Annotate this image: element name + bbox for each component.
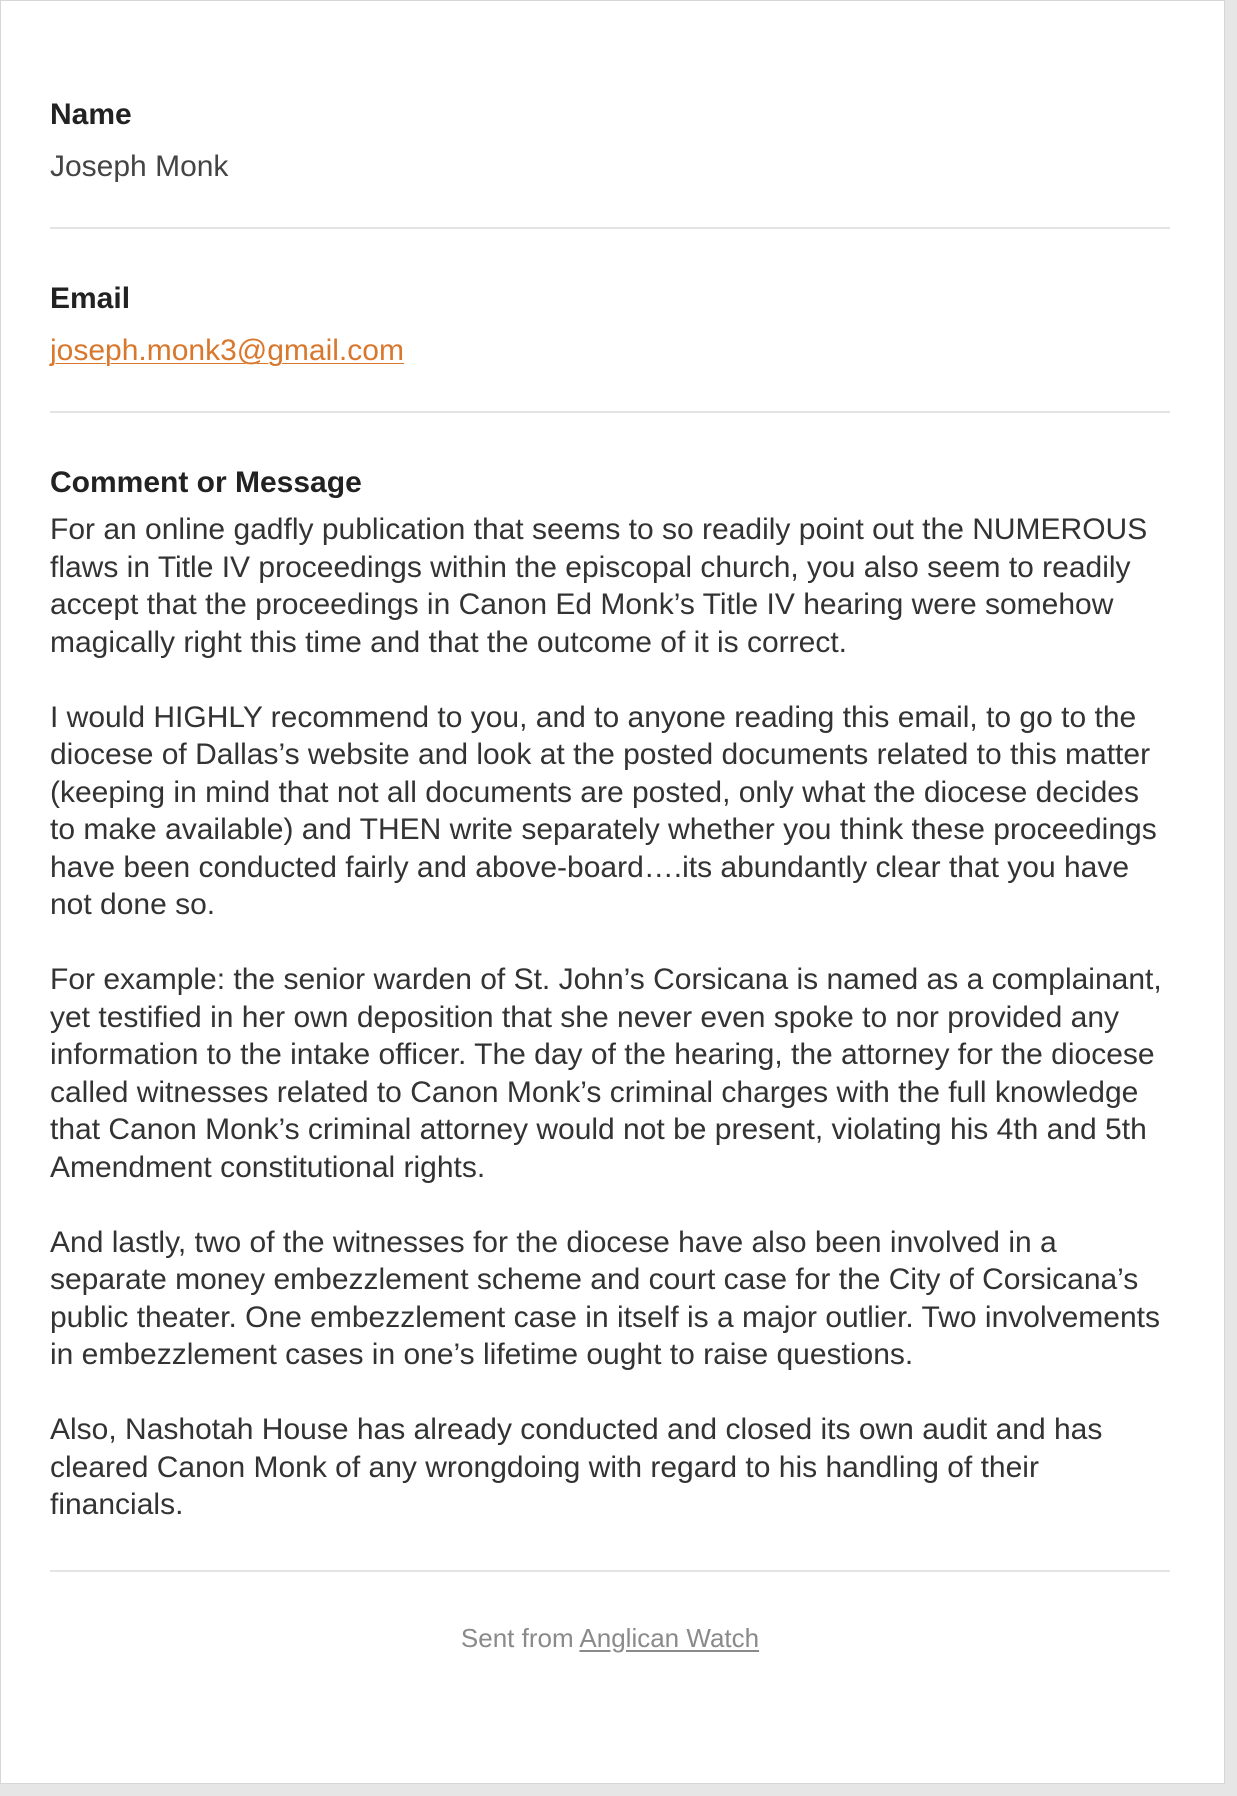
message-paragraph: And lastly, two of the witnesses for the diocese have also been involved in a separate money embezzlement scheme and court case for the City of Corsicana’s public theater. One embezzlement case in itself is a major outlier. Two involvements in embezzlement cases in one’s lifetime ought to raise questions.	[50, 1225, 1160, 1371]
email-label: Email	[50, 282, 131, 315]
message-label: Comment or Message	[50, 466, 362, 499]
footer-site-link[interactable]: Anglican Watch	[579, 1622, 760, 1653]
name-section	[50, 93, 1170, 189]
divider	[50, 1570, 1170, 1572]
name-label: Name	[50, 98, 132, 131]
divider	[50, 411, 1170, 413]
message-section	[50, 461, 1170, 1524]
footer	[50, 1620, 1170, 1656]
message-paragraph: I would HIGHLY recommend to you, and to anyone reading this email, to go to the diocese of Dallas’s website and look at the posted documents related to this matter (keeping in mind that not all documents are posted, only what the diocese decides to make available) and THEN write separately whether you think these proceedings have been conducted fairly and above-board….its abundantly clear that you have not done so.	[50, 700, 1157, 921]
message-paragraph: For an online gadfly publication that seems to so readily point out the NUMEROUS flaws in Title IV proceedings within the episcopal church, you also seem to readily accept that the proceedings in Canon Ed Monk’s Title IV hearing were somehow magically right this time and that the outcome of it is correct.	[50, 513, 1148, 659]
divider	[50, 227, 1170, 229]
footer-prefix: Sent from	[460, 1622, 580, 1653]
email-value	[50, 329, 1170, 373]
message-paragraph: Also, Nashotah House has already conducted and closed its own audit and has cleared Canon Monk of any wrongdoing with regard to his handling of their financials.	[50, 1413, 1103, 1521]
email-link[interactable]: joseph.monk3@gmail.com	[50, 334, 404, 367]
message-paragraph: For example: the senior warden of St. John’s Corsicana is named as a complainant, yet testified in her own deposition that she never even spoke to nor provided any information to the intake officer. The day of the hearing, the attorney for the diocese called witnesses related to Canon Monk’s criminal charges with the full knowledge that Canon Monk’s criminal attorney would not be present, violating his 4th and 5th Amendment constitutional rights.	[50, 963, 1162, 1184]
email-section	[50, 277, 1170, 373]
message-body	[50, 511, 1170, 1524]
form-submission-content	[50, 93, 1170, 1656]
name-value: Joseph Monk	[50, 150, 229, 183]
